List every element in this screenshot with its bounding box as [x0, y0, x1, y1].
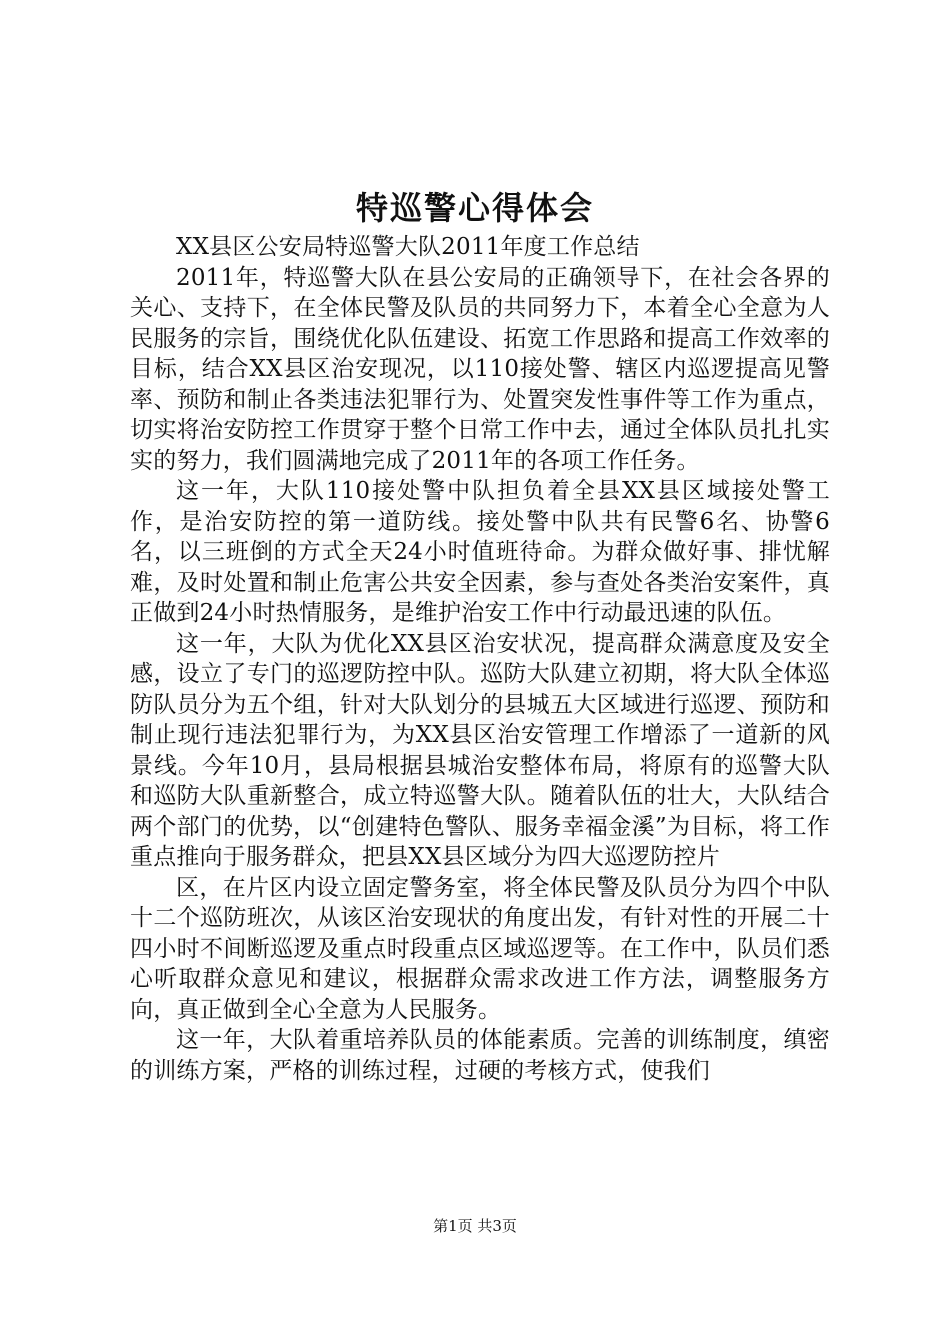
paragraph-patrol-squad: 这一年，大队为优化XX县区治安状况，提高群众满意度及安全感，设立了专门的巡逻防控中队。巡防大队建立初期，将大队全体巡防队员分为五个组，针对大队划分的县城五大区域进行巡逻、预防和制止现行违法犯罪行为，为XX县区治安管理工作增添了一道新的风景线。今年10月，县局根据县城治安整体布局，将原有的巡警大队和巡防大队重新整合，成立特巡警大队。随着队伍的壮大，大队结合两个部门的优势，以“创建特色警队、服务幸福金溪”为目标，将工作重点推向于服务群众，把县XX县区域分为四大巡逻防控片 — [130, 630, 830, 870]
paragraph-subtitle: XX县区公安局特巡警大队2011年度工作总结 — [176, 234, 640, 260]
paragraph-patrol-districts: 区，在片区内设立固定警务室，将全体民警及队员分为四个中队十二个巡防班次，从该区治安现状的角度出发，有针对性的开展二十四小时不间断巡逻及重点时段重点区域巡逻等。在工作中，队员们悉心听取群众意见和建议，根据群众需求改进工作方法，调整服务方向，真正做到全心全意为人民服务。 — [130, 874, 830, 1023]
document-body — [130, 232, 830, 1086]
paragraph-intro: 2011年，特巡警大队在县公安局的正确领导下，在社会各界的关心、支持下，在全体民警及队员的共同努力下，本着全心全意为人民服务的宗旨，围绕优化队伍建设、拓宽工作思路和提高工作效率的目标，结合XX县区治安现况，以110接处警、辖区内巡逻提高见警率、预防和制止各类违法犯罪行为、处置突发性事件等工作为重点，切实将治安防控工作贯穿于整个日常工作中去，通过全体队员扎扎实实的努力，我们圆满地完成了2011年的各项工作任务。 — [130, 264, 830, 474]
document-title: 特巡警心得体会 — [355, 189, 594, 227]
paragraph-110-squad: 这一年，大队110接处警中队担负着全县XX县区域接处警工作，是治安防控的第一道防线。接处警中队共有民警6名、协警6名，以三班倒的方式全天24小时值班待命。为群众做好事、排忧解难，及时处置和制止危害公共安全因素，参与查处各类治安案件，真正做到24小时热情服务，是维护治安工作中行动最迅速的队伍。 — [130, 478, 830, 626]
paragraph-training: 这一年，大队着重培养队员的体能素质。完善的训练制度，缜密的训练方案，严格的训练过程，过硬的考核方式，使我们 — [130, 1027, 830, 1084]
page-number-footer: 第1页 共3页 — [433, 1217, 517, 1235]
